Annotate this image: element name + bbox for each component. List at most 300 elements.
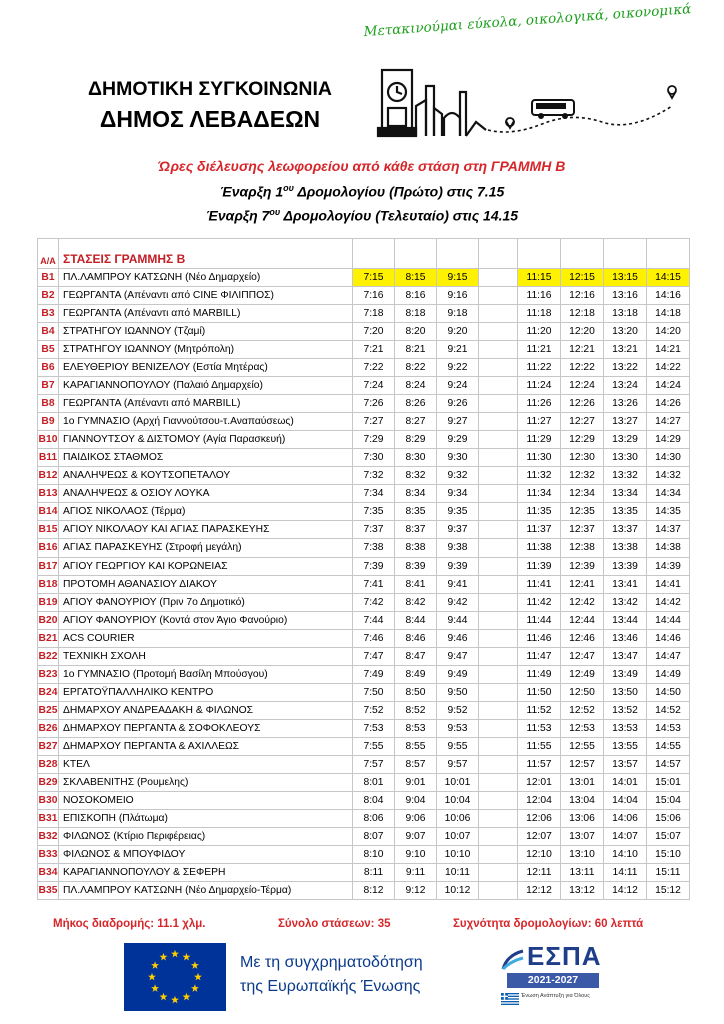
departure-time: 10:10 [437,846,479,864]
departure-time: 11:50 [518,683,561,701]
header-cell [604,239,647,269]
departure-time: 13:11 [561,864,604,882]
table-row [38,647,690,665]
stop-code: Β28 [38,755,59,773]
departure-time: 7:22 [353,359,395,377]
departure-time: 8:50 [395,683,437,701]
departure-time: 14:52 [647,701,690,719]
stop-code: Β19 [38,593,59,611]
departure-time: 9:49 [437,665,479,683]
departure-time: 8:22 [395,359,437,377]
table-row [38,485,690,503]
departure-time: 12:35 [561,503,604,521]
stop-code: Β7 [38,377,59,395]
departure-time: 8:20 [395,323,437,341]
departure-time: 8:26 [395,395,437,413]
table-row [38,773,690,791]
departure-time: 13:26 [604,395,647,413]
departure-time: 11:46 [518,629,561,647]
departure-time: 12:06 [518,809,561,827]
departure-time: 13:12 [561,882,604,900]
departure-time: 14:04 [604,791,647,809]
departure-time: 12:34 [561,485,604,503]
gap-cell [479,341,518,359]
route-frequency: Συχνότητα δρομολογίων: 60 λεπτά [453,918,644,930]
departure-time: 8:07 [353,827,395,845]
departure-time: 9:12 [395,882,437,900]
departure-time: 12:16 [561,287,604,305]
gap-cell [479,647,518,665]
departure-time: 14:46 [647,629,690,647]
departure-time: 14:44 [647,611,690,629]
departure-time: 7:24 [353,377,395,395]
stop-code: Β5 [38,341,59,359]
stop-code: Β17 [38,557,59,575]
stop-name: ΕΠΙΣΚΟΠΗ (Πλάτωμα) [59,809,353,827]
departure-time: 11:35 [518,503,561,521]
org-line-2: ΔΗΜΟΣ ΛΕΒΑΔΕΩΝ [99,106,321,132]
table-row [38,882,690,900]
departure-time: 8:46 [395,629,437,647]
header-cell [395,239,437,269]
stop-code: Β22 [38,647,59,665]
stop-name: ΣΤΡΑΤΗΓΟΥ ΙΩΑΝΝΟΥ (Τζαμί) [59,323,353,341]
departure-time: 9:30 [437,449,479,467]
departure-time: 14:20 [647,323,690,341]
departure-time: 7:50 [353,683,395,701]
departure-time: 8:35 [395,503,437,521]
stop-name: ΝΟΣΟΚΟΜΕΙΟ [59,791,353,809]
departure-time: 7:26 [353,395,395,413]
departure-time: 9:18 [437,305,479,323]
stop-code: Β6 [38,359,59,377]
stop-name: 1ο ΓΥΜΝΑΣΙΟ (Αρχή Γιαννούτσου-τ.Αναπαύσεως) [59,413,353,431]
departure-time: 11:34 [518,485,561,503]
gap-cell [479,629,518,647]
departure-time: 9:41 [437,575,479,593]
departure-time: 12:39 [561,557,604,575]
departure-time: 11:57 [518,755,561,773]
departure-time: 13:41 [604,575,647,593]
stop-code: Β21 [38,629,59,647]
stop-code: Β23 [38,665,59,683]
departure-time: 14:01 [604,773,647,791]
departure-time: 12:01 [518,773,561,791]
departure-time: 14:12 [604,882,647,900]
departure-time: 7:53 [353,719,395,737]
departure-time: 9:22 [437,359,479,377]
departure-time: 13:50 [604,683,647,701]
departure-time: 7:37 [353,521,395,539]
departure-time: 9:53 [437,719,479,737]
departure-time: 8:10 [353,846,395,864]
gap-cell [479,827,518,845]
table-row [38,701,690,719]
stop-name: ΕΛΕΥΘΕΡΙΟΥ ΒΕΝΙΖΕΛΟΥ (Εστία Μητέρας) [59,359,353,377]
stop-code: Β2 [38,287,59,305]
departure-time: 13:04 [561,791,604,809]
departure-time: 7:49 [353,665,395,683]
gap-cell [479,557,518,575]
departure-time: 14:39 [647,557,690,575]
departure-time: 12:38 [561,539,604,557]
departure-time: 14:42 [647,593,690,611]
departure-time: 9:06 [395,809,437,827]
departure-time: 14:47 [647,647,690,665]
departure-time: 12:32 [561,467,604,485]
departure-time: 11:49 [518,665,561,683]
espa-mark-icon [501,949,525,971]
departure-time: 14:57 [647,755,690,773]
departure-time: 14:16 [647,287,690,305]
departure-time: 13:30 [604,449,647,467]
table-row [38,521,690,539]
departure-time: 13:39 [604,557,647,575]
departure-time: 8:11 [353,864,395,882]
departure-time: 14:34 [647,485,690,503]
departure-time: 12:18 [561,305,604,323]
gap-cell [479,665,518,683]
table-row [38,431,690,449]
table-row [38,791,690,809]
departure-time: 14:30 [647,449,690,467]
departure-time: 7:16 [353,287,395,305]
stop-name: ΓΕΩΡΓΑΝΤΑ (Απέναντι από MARBILL) [59,305,353,323]
gap-cell [479,395,518,413]
departure-time: 9:21 [437,341,479,359]
departure-time: 11:47 [518,647,561,665]
gap-cell [479,611,518,629]
departure-time: 12:47 [561,647,604,665]
departure-time: 11:18 [518,305,561,323]
table-row [38,719,690,737]
stop-code: Β32 [38,827,59,845]
departure-time: 8:32 [395,467,437,485]
departure-time: 9:11 [395,864,437,882]
table-row [38,737,690,755]
stop-name: ΓΕΩΡΓΑΝΤΑ (Απέναντι από MARBILL) [59,395,353,413]
table-row [38,539,690,557]
departure-time: 10:01 [437,773,479,791]
departure-time: 14:21 [647,341,690,359]
gap-cell [479,449,518,467]
eu-flag-icon [124,943,226,1011]
departure-time: 7:41 [353,575,395,593]
stop-name: ΓΕΩΡΓΑΝΤΑ (Απέναντι από CINE ΦΙΛΙΠΠΟΣ) [59,287,353,305]
header-cell [518,239,561,269]
stop-name: ΠΛ.ΛΑΜΠΡΟΥ ΚΑΤΣΩΝΗ (Νέο Δημαρχείο) [59,269,353,287]
stop-code: Β4 [38,323,59,341]
stop-name: ΣΤΡΑΤΗΓΟΥ ΙΩΑΝΝΟΥ (Μητρόπολη) [59,341,353,359]
stop-name: ΔΗΜΑΡΧΟΥ ΠΕΡΓΑΝΤΑ & ΣΟΦΟΚΛΕΟΥΣ [59,719,353,737]
departure-time: 15:12 [647,882,690,900]
departure-time: 11:41 [518,575,561,593]
departure-time: 9:26 [437,395,479,413]
departure-time: 13:22 [604,359,647,377]
departure-time: 14:53 [647,719,690,737]
departure-time: 13:34 [604,485,647,503]
stop-code: Β33 [38,846,59,864]
stop-name: ΔΗΜΑΡΧΟΥ ΠΕΡΓΑΝΤΑ & ΑΧΙΛΛΕΩΣ [59,737,353,755]
table-row [38,864,690,882]
departure-time: 12:41 [561,575,604,593]
departure-time: 8:01 [353,773,395,791]
departure-time: 11:52 [518,701,561,719]
departure-time: 9:39 [437,557,479,575]
departure-time: 9:37 [437,521,479,539]
departure-time: 12:49 [561,665,604,683]
departure-time: 8:47 [395,647,437,665]
table-row [38,413,690,431]
stop-code: Β27 [38,737,59,755]
departure-time: 13:47 [604,647,647,665]
departure-time: 7:27 [353,413,395,431]
departure-time: 7:29 [353,431,395,449]
gap-cell [479,593,518,611]
departure-time: 14:18 [647,305,690,323]
stop-name: 1ο ΓΥΜΝΑΣΙΟ (Προτομή Βασίλη Μπούσγου) [59,665,353,683]
stop-code: Β14 [38,503,59,521]
stop-code: Β11 [38,449,59,467]
departure-time: 13:10 [561,846,604,864]
table-row [38,377,690,395]
header-cell [353,239,395,269]
departure-time: 12:30 [561,449,604,467]
departure-time: 14:27 [647,413,690,431]
departure-time: 9:46 [437,629,479,647]
departure-time: 15:01 [647,773,690,791]
gap-cell [479,737,518,755]
departure-time: 10:12 [437,882,479,900]
stop-name: ΑΓΙΟΣ ΝΙΚΟΛΑΟΣ (Τέρμα) [59,503,353,521]
org-line-1: ΔΗΜΟΤΙΚΗ ΣΥΓΚΟΙΝΩΝΙΑ [88,78,332,100]
departure-time: 8:34 [395,485,437,503]
gap-cell [479,521,518,539]
departure-time: 14:22 [647,359,690,377]
departure-time: 8:38 [395,539,437,557]
departure-time: 14:24 [647,377,690,395]
departure-time: 8:53 [395,719,437,737]
stop-name: ΚΤΕΛ [59,755,353,773]
departure-time: 8:18 [395,305,437,323]
gap-cell [479,269,518,287]
stop-code: Β30 [38,791,59,809]
departure-time: 12:22 [561,359,604,377]
table-row [38,269,690,287]
gap-cell [479,864,518,882]
table-row [38,755,690,773]
departure-time: 12:12 [518,882,561,900]
departure-time: 12:57 [561,755,604,773]
table-header-row [38,239,690,269]
departure-time: 14:06 [604,809,647,827]
departure-time: 9:15 [437,269,479,287]
departure-time: 8:30 [395,449,437,467]
departure-time: 12:11 [518,864,561,882]
departure-time: 13:15 [604,269,647,287]
departure-time: 11:39 [518,557,561,575]
departure-time: 10:11 [437,864,479,882]
stop-name: ΓΙΑΝΝΟΥΤΣΟΥ & ΔΙΣΤΟΜΟΥ (Αγία Παρασκευή) [59,431,353,449]
departure-time: 15:11 [647,864,690,882]
departure-time: 13:55 [604,737,647,755]
table-row [38,611,690,629]
departure-time: 14:37 [647,521,690,539]
departure-time: 8:24 [395,377,437,395]
departure-time: 8:39 [395,557,437,575]
table-row [38,683,690,701]
departure-time: 13:57 [604,755,647,773]
departure-time: 8:21 [395,341,437,359]
departure-time: 12:44 [561,611,604,629]
espa-title: ΕΣΠΑ [527,941,602,971]
gap-cell [479,413,518,431]
gap-cell [479,287,518,305]
departure-time: 13:18 [604,305,647,323]
column-stops-header: ΣΤΑΣΕΙΣ ΓΡΑΜΜΗΣ Β [59,239,353,269]
departure-time: 11:22 [518,359,561,377]
departure-time: 8:57 [395,755,437,773]
departure-time: 12:10 [518,846,561,864]
departure-time: 11:53 [518,719,561,737]
departure-time: 12:52 [561,701,604,719]
departure-time: 11:44 [518,611,561,629]
stop-code: Β12 [38,467,59,485]
table-row [38,665,690,683]
stop-name: ΑΝΑΛΗΨΕΩΣ & ΚΟΥΤΣΟΠΕΤΑΛΟΥ [59,467,353,485]
departure-time: 11:32 [518,467,561,485]
departure-time: 9:50 [437,683,479,701]
departure-time: 14:11 [604,864,647,882]
eu-funding-line-2: της Ευρωπαϊκής Ένωσης [240,978,421,995]
stop-name: ΑΓΙΟΥ ΓΕΩΡΓΙΟΥ ΚΑΙ ΚΟΡΩΝΕΙΑΣ [59,557,353,575]
stop-code: Β10 [38,431,59,449]
departure-time: 12:53 [561,719,604,737]
espa-tagline: Ένωση Ανάπτυξη για Όλους [521,993,590,999]
table-row [38,575,690,593]
departure-time: 9:20 [437,323,479,341]
table-row [38,287,690,305]
departure-time: 8:55 [395,737,437,755]
departure-time: 7:55 [353,737,395,755]
stop-name: ΑΓΙΟΥ ΦΑΝΟΥΡΙΟΥ (Κοντά στον Άγιο Φανούριο) [59,611,353,629]
departure-time: 11:30 [518,449,561,467]
departure-time: 11:20 [518,323,561,341]
column-code-header: Α/Α [38,239,59,269]
departure-time: 7:42 [353,593,395,611]
departure-time: 11:55 [518,737,561,755]
departure-time: 13:42 [604,593,647,611]
stop-name: ΤΕΧΝΙΚΗ ΣΧΟΛΗ [59,647,353,665]
departure-time: 9:44 [437,611,479,629]
table-row [38,503,690,521]
departure-time: 7:38 [353,539,395,557]
stop-code: Β18 [38,575,59,593]
departure-time: 9:29 [437,431,479,449]
departure-time: 14:07 [604,827,647,845]
gap-cell [479,882,518,900]
departure-time: 9:32 [437,467,479,485]
stop-name: ΚΑΡΑΓΙΑΝΝΟΠΟΥΛΟΥ & ΣΕΦΕΡΗ [59,864,353,882]
header-cell [561,239,604,269]
stop-code: Β25 [38,701,59,719]
departure-time: 12:04 [518,791,561,809]
city-bus-route-icon [372,66,692,146]
departure-time: 10:07 [437,827,479,845]
stop-name: ΣΚΛΑΒΕΝΙΤΗΣ (Ρουμελης) [59,773,353,791]
gap-cell [479,485,518,503]
departure-time: 13:52 [604,701,647,719]
departure-time: 7:30 [353,449,395,467]
departure-time: 11:38 [518,539,561,557]
table-row [38,809,690,827]
departure-time: 15:07 [647,827,690,845]
stop-code: Β8 [38,395,59,413]
departure-time: 14:10 [604,846,647,864]
departure-time: 9:16 [437,287,479,305]
gap-cell [479,431,518,449]
departure-time: 12:29 [561,431,604,449]
departure-time: 9:57 [437,755,479,773]
header-cell [479,239,518,269]
departure-time: 8:41 [395,575,437,593]
departure-time: 11:26 [518,395,561,413]
departure-time: 13:06 [561,809,604,827]
departure-time: 9:35 [437,503,479,521]
departure-time: 9:04 [395,791,437,809]
stop-code: Β29 [38,773,59,791]
departure-time: 15:10 [647,846,690,864]
eu-funding-text [240,951,480,999]
departure-time: 13:21 [604,341,647,359]
departure-time: 8:44 [395,611,437,629]
total-stops: Σύνολο στάσεων: 35 [278,918,391,930]
departure-time: 12:07 [518,827,561,845]
departure-time: 13:44 [604,611,647,629]
departure-time: 14:15 [647,269,690,287]
stop-code: Β16 [38,539,59,557]
schedule-subtitle: Ώρες διέλευσης λεωφορείου από κάθε στάση στη ΓΡΑΜΜΗ Β [158,158,566,174]
departure-time: 11:42 [518,593,561,611]
departure-time: 7:20 [353,323,395,341]
gap-cell [479,503,518,521]
stop-name: ΑΓΙΟΥ ΝΙΚΟΛΑΟΥ ΚΑΙ ΑΓΙΑΣ ΠΑΡΑΣΚΕΥΗΣ [59,521,353,539]
departure-time: 13:53 [604,719,647,737]
departure-time: 12:55 [561,737,604,755]
departure-time: 14:50 [647,683,690,701]
departure-time: 7:18 [353,305,395,323]
departure-time: 9:55 [437,737,479,755]
stop-name: ΦΙΛΩΝΟΣ & ΜΠΟΥΦΙΔΟΥ [59,846,353,864]
first-route-line: Έναρξη $1^{o\upsilon}$ Δρομολογίου (Πρώτο) στις 7.15 [219,183,505,200]
departure-time: 10:04 [437,791,479,809]
departure-time: 8:04 [353,791,395,809]
departure-time: 9:07 [395,827,437,845]
departure-time: 12:37 [561,521,604,539]
departure-time: 7:44 [353,611,395,629]
departure-time: 7:39 [353,557,395,575]
departure-time: 13:07 [561,827,604,845]
table-row [38,557,690,575]
stop-code: Β26 [38,719,59,737]
departure-time: 14:35 [647,503,690,521]
departure-time: 15:04 [647,791,690,809]
header-cell [647,239,690,269]
departure-time: 8:37 [395,521,437,539]
departure-time: 11:27 [518,413,561,431]
stop-name: ΔΗΜΑΡΧΟΥ ΑΝΔΡΕΑΔΑΚΗ & ΦΙΛΩΝΟΣ [59,701,353,719]
departure-time: 13:37 [604,521,647,539]
